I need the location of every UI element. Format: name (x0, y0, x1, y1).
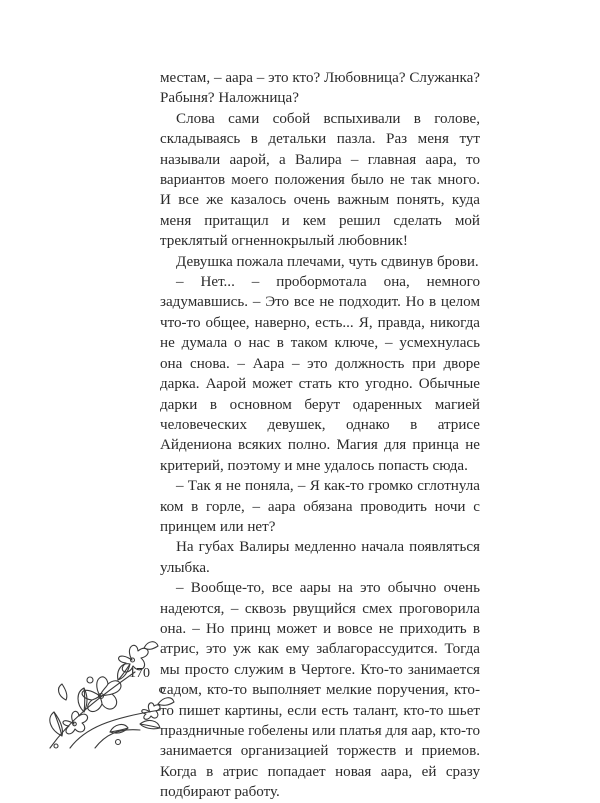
page-body-text (160, 68, 480, 803)
paragraph: – Так я не поняла, – Я как-то громко сглотнула ком в горле, – аара обязана проводить ночи с принцем или нет? (160, 478, 480, 535)
page-number: 170 (129, 666, 150, 681)
paragraph: На губах Валиры медленно начала появляться улыбка. (160, 539, 480, 576)
paragraph: – Вообще-то, все аары на это обычно очень надеются, – сквозь рвущийся смех проговорила она. – Но принц может и вовсе не приходить в атрис, это уж как ему заблагорассудится. Тогда мы просто служим в Чертоге. Кто-то занимается садом, кто-то выполняет мелкие поручения, кто-то пишет картины, если есть талант, кто-то шьет праздничные гобелены или платья для аар, кто-то занимается организацией торжеств и приемов. Когда в атрис попадает новая аара, ей сразу подбирают работу. (160, 580, 480, 801)
paragraph: Слова сами собой вспыхивали в голове, складываясь в детальки пазла. Раз меня тут называли аарой, а Валира – главная аара, то вариантов моего положения было не так много. И все же казалось очень важным понять, куда меня притащил и кем решил сделать мой треклятый огненнокрылый любовник! (160, 110, 480, 250)
paragraph: местам, – аара – это кто? Любовница? Служанка? Рабыня? Наложница? (160, 70, 480, 107)
paragraph: – Нет... – пробормотала она, немного задумавшись. – Это все не подходит. Но в целом что-то общее, наверно, есть... Я, правда, никогда не думала о нас в таком ключе, – усмехнулась она снова. – Аара – это должность при дворе дарка. Аарой может стать кто угодно. Обычные дарки в основном берут одаренных магией человеческих девушек, однако в атрисе Айдениона всяких полно. Магия для принца не критерий, поэтому и мне удалось попасть сюда. (160, 274, 480, 474)
floral-ornament-icon (40, 600, 180, 750)
paragraph: Девушка пожала плечами, чуть сдвинув брови. (176, 253, 479, 270)
